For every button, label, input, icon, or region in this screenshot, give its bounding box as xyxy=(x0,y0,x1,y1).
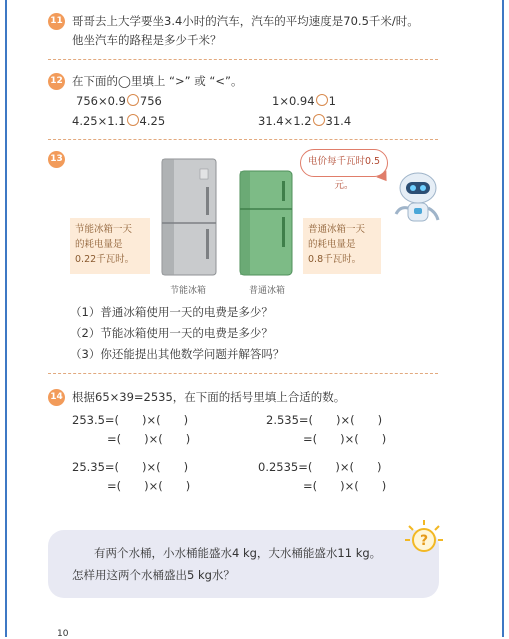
energy-saving-fridge-caption: 节能冰箱 xyxy=(170,286,207,296)
answer-circle[interactable] xyxy=(313,114,325,126)
divider xyxy=(48,139,438,140)
answer-circle[interactable] xyxy=(127,114,139,126)
q14-instruction: 根据65×39=2535，在下面的括号里填上合适的数。 xyxy=(72,390,346,404)
q12-item-3: 4.25×1.1 4.25 xyxy=(72,114,166,128)
q14-row: 253.5=( )×( ) xyxy=(72,413,189,427)
page-border-left xyxy=(5,0,7,637)
price-speech-bubble: 电价每千瓦时0.5元。 xyxy=(300,149,388,177)
page-border-right xyxy=(502,0,504,637)
q14-row: 2.535=( )×( ) xyxy=(266,413,383,427)
question-number-13: 13 xyxy=(48,151,65,168)
q13-question-3: （3）你还能提出其他数学问题并解答吗？ xyxy=(70,347,285,361)
question-number-12: 12 xyxy=(48,73,65,90)
normal-fridge-image xyxy=(238,169,296,279)
lightbulb-question-mark: ? xyxy=(419,533,429,549)
q14-row: 0.2535=( )×( ) xyxy=(258,460,382,474)
thinking-text-line2: 怎样用这两个水桶盛出5 kg水？ xyxy=(72,568,235,582)
q14-row: =( )×( ) xyxy=(107,479,191,493)
q14-row: =( )×( ) xyxy=(303,432,387,446)
question-number-14: 14 xyxy=(48,389,65,406)
normal-fridge-note: 普通冰箱一天 的耗电量是 0.8千瓦时。 xyxy=(303,218,381,274)
divider xyxy=(48,59,438,60)
robot-icon xyxy=(392,170,444,226)
q14-row: =( )×( ) xyxy=(107,432,191,446)
q11-text-line2: 他坐汽车的路程是多少千米？ xyxy=(72,33,222,47)
q13-question-2: （2）节能冰箱使用一天的电费是多少？ xyxy=(70,326,273,340)
q14-row: =( )×( ) xyxy=(303,479,387,493)
q12-instruction: 在下面的◯里填上 “>” 或 “<”。 xyxy=(72,74,243,88)
answer-circle[interactable] xyxy=(127,94,139,106)
answer-circle[interactable] xyxy=(316,94,328,106)
thinking-box xyxy=(48,530,439,598)
q14-row: 25.35=( )×( ) xyxy=(72,460,189,474)
q11-text-line1: 哥哥去上大学要坐3.4小时的汽车，汽车的平均速度是70.5千米/时。 xyxy=(72,14,419,28)
page-number: 10 xyxy=(57,629,69,639)
normal-fridge-caption: 普通冰箱 xyxy=(249,286,286,296)
lightbulb-icon xyxy=(404,518,444,558)
divider xyxy=(48,373,438,374)
thinking-text-line1: 有两个水桶，小水桶能盛水4 kg，大水桶能盛水11 kg。 xyxy=(94,546,382,560)
q12-item-1: 756×0.9 756 xyxy=(76,94,162,108)
q13-question-1: （1）普通冰箱使用一天的电费是多少？ xyxy=(70,305,273,319)
energy-saving-fridge-image xyxy=(160,157,220,279)
question-number-11: 11 xyxy=(48,13,65,30)
q12-item-2: 1×0.94 1 xyxy=(272,94,336,108)
q12-item-4: 31.4×1.2 31.4 xyxy=(258,114,352,128)
energy-saving-fridge-note: 节能冰箱一天 的耗电量是 0.22千瓦时。 xyxy=(70,218,150,274)
